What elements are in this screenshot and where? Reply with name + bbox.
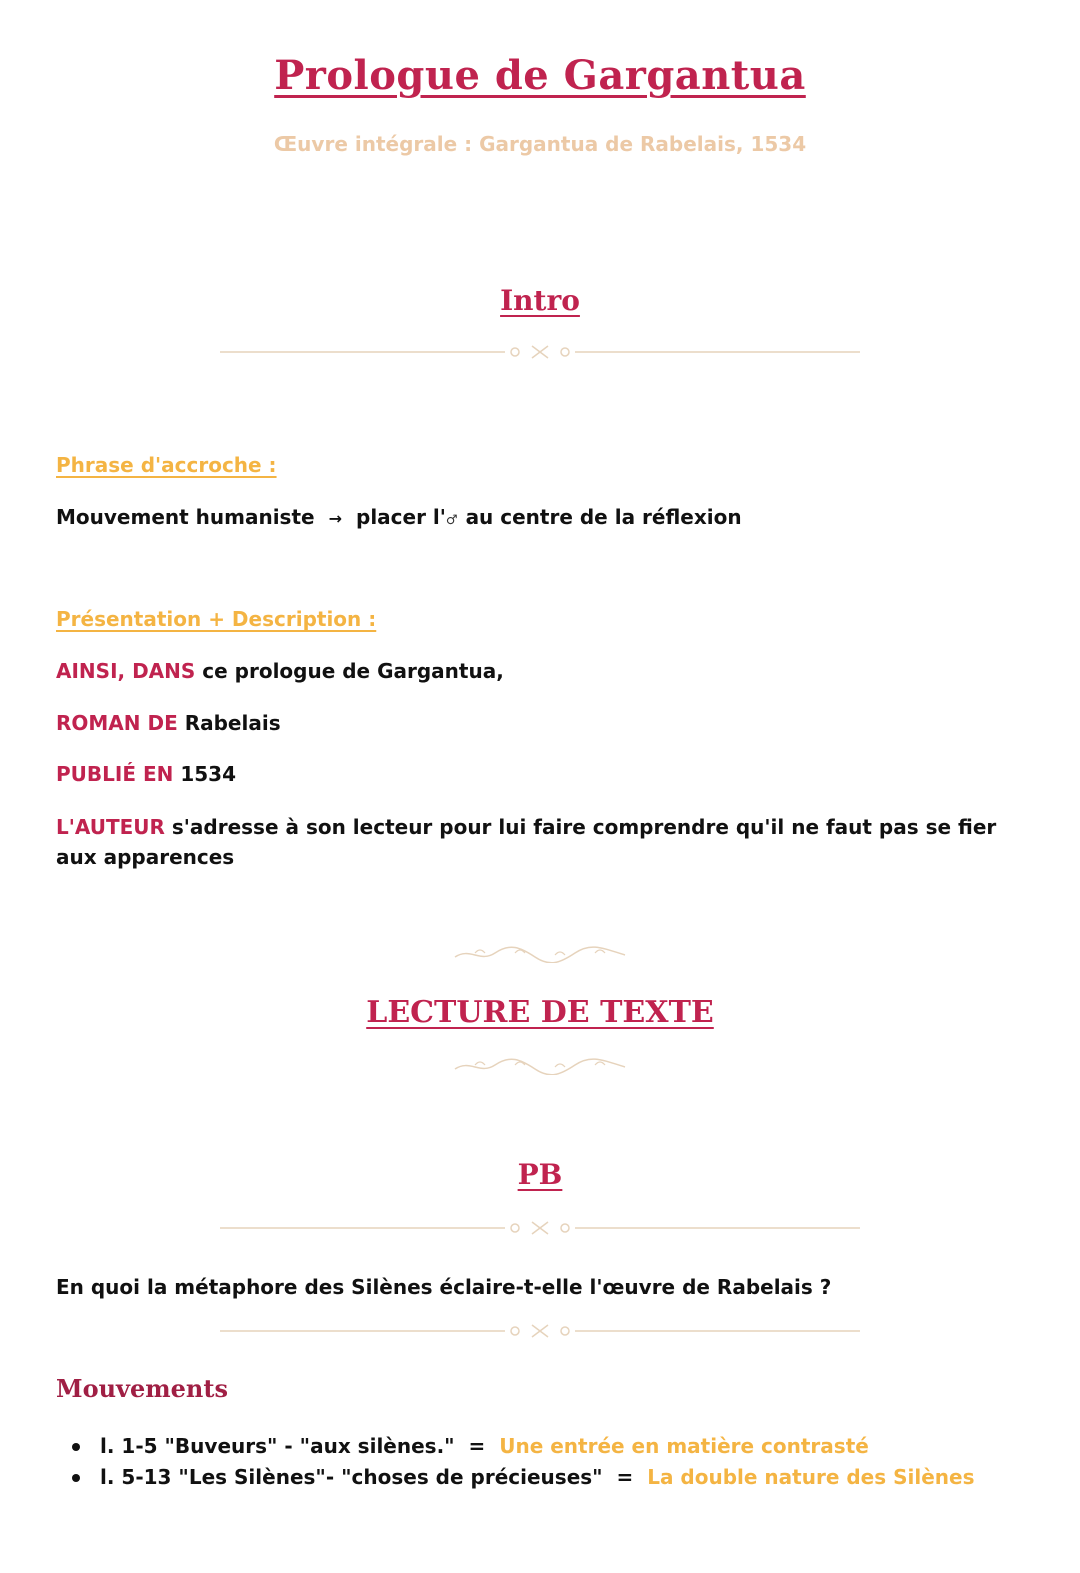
male-symbol-icon: ♂ bbox=[445, 513, 458, 528]
ornament-divider bbox=[220, 1324, 860, 1338]
page-subtitle: Œuvre intégrale : Gargantua de Rabelais, 1534 bbox=[273, 132, 807, 156]
accroche-right-a: placer l' bbox=[356, 505, 446, 529]
presentation-line-3: PUBLIÉ EN 1534 bbox=[56, 762, 236, 786]
lecture-heading: LECTURE DE TEXTE bbox=[366, 995, 714, 1030]
accroche-label: Phrase d'accroche : bbox=[56, 453, 277, 477]
arrow-icon: → bbox=[328, 509, 342, 528]
mouvements-heading: Mouvements bbox=[56, 1374, 228, 1403]
presentation-line-2: ROMAN DE Rabelais bbox=[56, 711, 281, 735]
presentation-label: Présentation + Description : bbox=[56, 607, 377, 631]
mouvements-list bbox=[56, 1431, 1046, 1493]
presentation-line-1: AINSI, DANS ce prologue de Gargantua, bbox=[56, 659, 504, 683]
ornament-divider bbox=[220, 345, 860, 359]
list-item: l. 5-13 "Les Silènes"- "choses de précieuses" = La double nature des Silènes bbox=[56, 1462, 1046, 1493]
ornament-divider bbox=[220, 1221, 860, 1235]
vine-ornament-icon bbox=[450, 1057, 630, 1075]
accroche-text bbox=[56, 502, 1026, 536]
accroche-left: Mouvement humaniste bbox=[56, 505, 315, 529]
pb-question: En quoi la métaphore des Silènes éclaire-t-elle l'œuvre de Rabelais ? bbox=[56, 1275, 832, 1299]
page-title: Prologue de Gargantua bbox=[274, 52, 806, 99]
intro-heading: Intro bbox=[500, 284, 580, 317]
pb-heading: PB bbox=[517, 1158, 563, 1191]
list-item: l. 1-5 "Buveurs" - "aux silènes." = Une entrée en matière contrasté bbox=[56, 1431, 1046, 1462]
presentation-line-4: L'AUTEUR s'adresse à son lecteur pour lui faire comprendre qu'il ne faut pas se fier aux apparences bbox=[56, 815, 997, 869]
accroche-right-b: au centre de la réflexion bbox=[465, 505, 742, 529]
vine-ornament-icon bbox=[450, 945, 630, 963]
